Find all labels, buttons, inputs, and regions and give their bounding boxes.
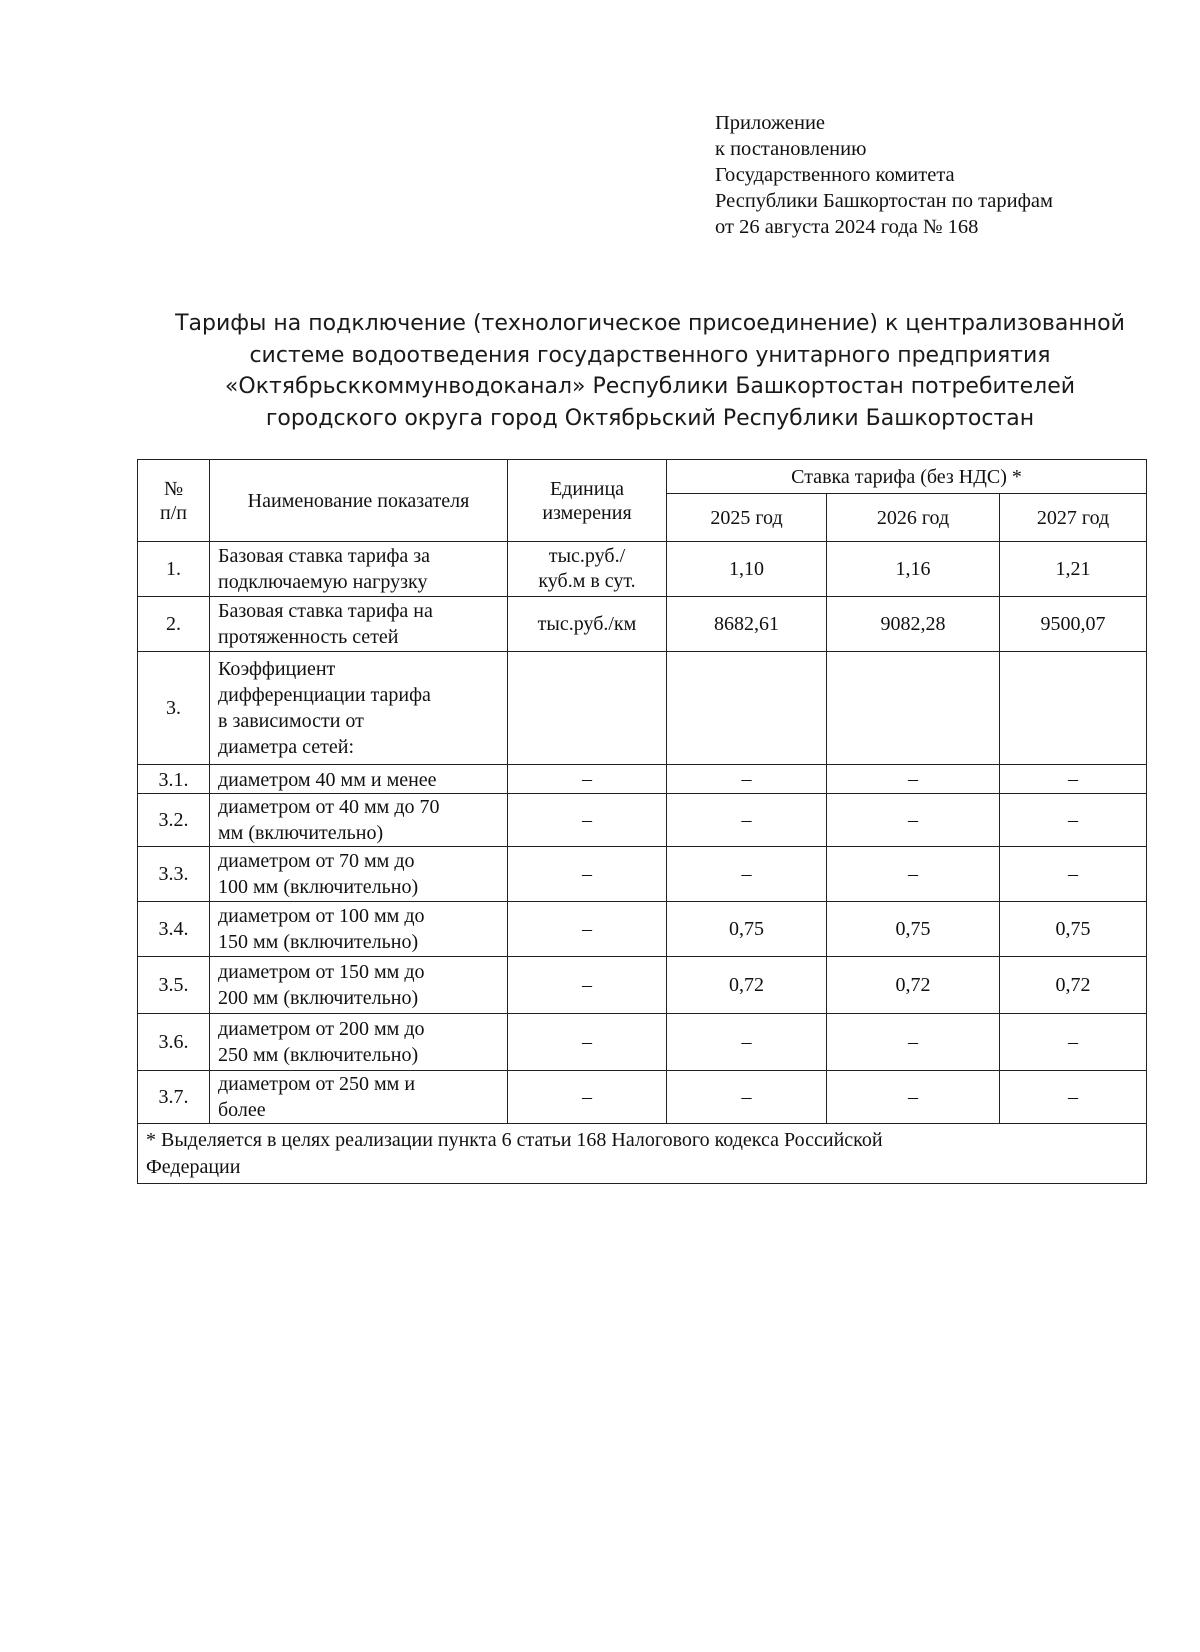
row-unit: – [508, 847, 667, 902]
row-unit: – [508, 765, 667, 794]
title-line: системе водоотведения государственного унитарного предприятия [249, 342, 1051, 368]
header-year-2027: 2027 год [1000, 494, 1147, 542]
row-num: 3.3. [138, 847, 210, 902]
header-row [138, 460, 1147, 494]
value-2027: 0,72 [1000, 957, 1147, 1014]
table-row [138, 847, 1147, 902]
value-2026: 9082,28 [827, 597, 1000, 652]
value-2025: – [667, 847, 827, 902]
value-2025: – [667, 1071, 827, 1124]
row-unit: – [508, 902, 667, 957]
value-2027: – [1000, 765, 1147, 794]
value-2026: – [827, 794, 1000, 847]
row-num: 3.4. [138, 902, 210, 957]
header-rate: Ставка тарифа (без НДС) * [667, 460, 1147, 494]
table-row [138, 542, 1147, 597]
row-num: 3.7. [138, 1071, 210, 1124]
row-num: 1. [138, 542, 210, 597]
footnote-row [138, 1124, 1147, 1184]
value-2026: – [827, 1071, 1000, 1124]
value-2026: – [827, 765, 1000, 794]
row-name: Коэффициент дифференциации тарифа в зависимости от диаметра сетей: [210, 652, 508, 765]
row-name: диаметром от 200 мм до 250 мм (включительно) [210, 1014, 508, 1071]
document-title [150, 308, 1150, 434]
row-name: диаметром от 70 мм до 100 мм (включительно) [210, 847, 508, 902]
value-2025: – [667, 765, 827, 794]
appendix-line: от 26 августа 2024 года № 168 [715, 216, 979, 238]
row-num: 3.5. [138, 957, 210, 1014]
row-unit [508, 652, 667, 765]
header-year-2025: 2025 год [667, 494, 827, 542]
value-2027: 9500,07 [1000, 597, 1147, 652]
row-unit: тыс.руб./ куб.м в сут. [508, 542, 667, 597]
row-name: Базовая ставка тарифа на протяженность сетей [210, 597, 508, 652]
appendix-header [715, 110, 1185, 240]
row-num: 2. [138, 597, 210, 652]
row-num: 3.6. [138, 1014, 210, 1071]
row-unit: – [508, 957, 667, 1014]
table-row [138, 1071, 1147, 1124]
table-row [138, 957, 1147, 1014]
row-name: Базовая ставка тарифа за подключаемую нагрузку [210, 542, 508, 597]
value-2026: – [827, 847, 1000, 902]
row-unit: – [508, 1071, 667, 1124]
value-2026 [827, 652, 1000, 765]
row-name: диаметром от 250 мм и более [210, 1071, 508, 1124]
row-num: 3.2. [138, 794, 210, 847]
row-name: диаметром 40 мм и менее [210, 765, 508, 794]
table-row [138, 765, 1147, 794]
value-2027: 0,75 [1000, 902, 1147, 957]
value-2027: – [1000, 1071, 1147, 1124]
header-name: Наименование показателя [210, 460, 508, 542]
value-2026: 0,75 [827, 902, 1000, 957]
appendix-line: к постановлению [715, 138, 867, 160]
value-2025: 0,72 [667, 957, 827, 1014]
header-year-2026: 2026 год [827, 494, 1000, 542]
row-unit: – [508, 794, 667, 847]
appendix-line: Республики Башкортостан по тарифам [715, 190, 1053, 212]
row-unit: тыс.руб./км [508, 597, 667, 652]
header-unit: Единица измерения [508, 460, 667, 542]
value-2025 [667, 652, 827, 765]
row-unit: – [508, 1014, 667, 1071]
title-line: Тарифы на подключение (технологическое присоединение) к централизованной [175, 311, 1125, 336]
value-2025: 1,10 [667, 542, 827, 597]
appendix-line: Приложение [715, 112, 826, 134]
value-2025: 0,75 [667, 902, 827, 957]
value-2027: – [1000, 1014, 1147, 1071]
value-2027: 1,21 [1000, 542, 1147, 597]
row-name: диаметром от 40 мм до 70 мм (включительно) [210, 794, 508, 847]
value-2025: – [667, 794, 827, 847]
value-2025: 8682,61 [667, 597, 827, 652]
value-2026: 0,72 [827, 957, 1000, 1014]
table-row [138, 902, 1147, 957]
table-row [138, 1014, 1147, 1071]
row-num: 3. [138, 652, 210, 765]
row-num: 3.1. [138, 765, 210, 794]
table-row [138, 652, 1147, 765]
value-2027: – [1000, 847, 1147, 902]
title-line: «Октябрьсккоммунводоканал» Республики Башкортостан потребителей [224, 374, 1076, 399]
value-2026: 1,16 [827, 542, 1000, 597]
table-row [138, 597, 1147, 652]
appendix-line: Государственного комитета [715, 164, 955, 186]
value-2025: – [667, 1014, 827, 1071]
value-2027: – [1000, 794, 1147, 847]
value-2026: – [827, 1014, 1000, 1071]
value-2027 [1000, 652, 1147, 765]
table-row [138, 794, 1147, 847]
footnote: * Выделяется в целях реализации пункта 6 статьи 168 Налогового кодекса Российской Федерации [138, 1124, 1147, 1184]
row-name: диаметром от 150 мм до 200 мм (включительно) [210, 957, 508, 1014]
header-num: № п/п [138, 460, 210, 542]
title-line: городского округа город Октябрьский Республики Башкортостан [265, 405, 1035, 431]
tariff-table [137, 459, 1147, 1184]
row-name: диаметром от 100 мм до 150 мм (включительно) [210, 902, 508, 957]
